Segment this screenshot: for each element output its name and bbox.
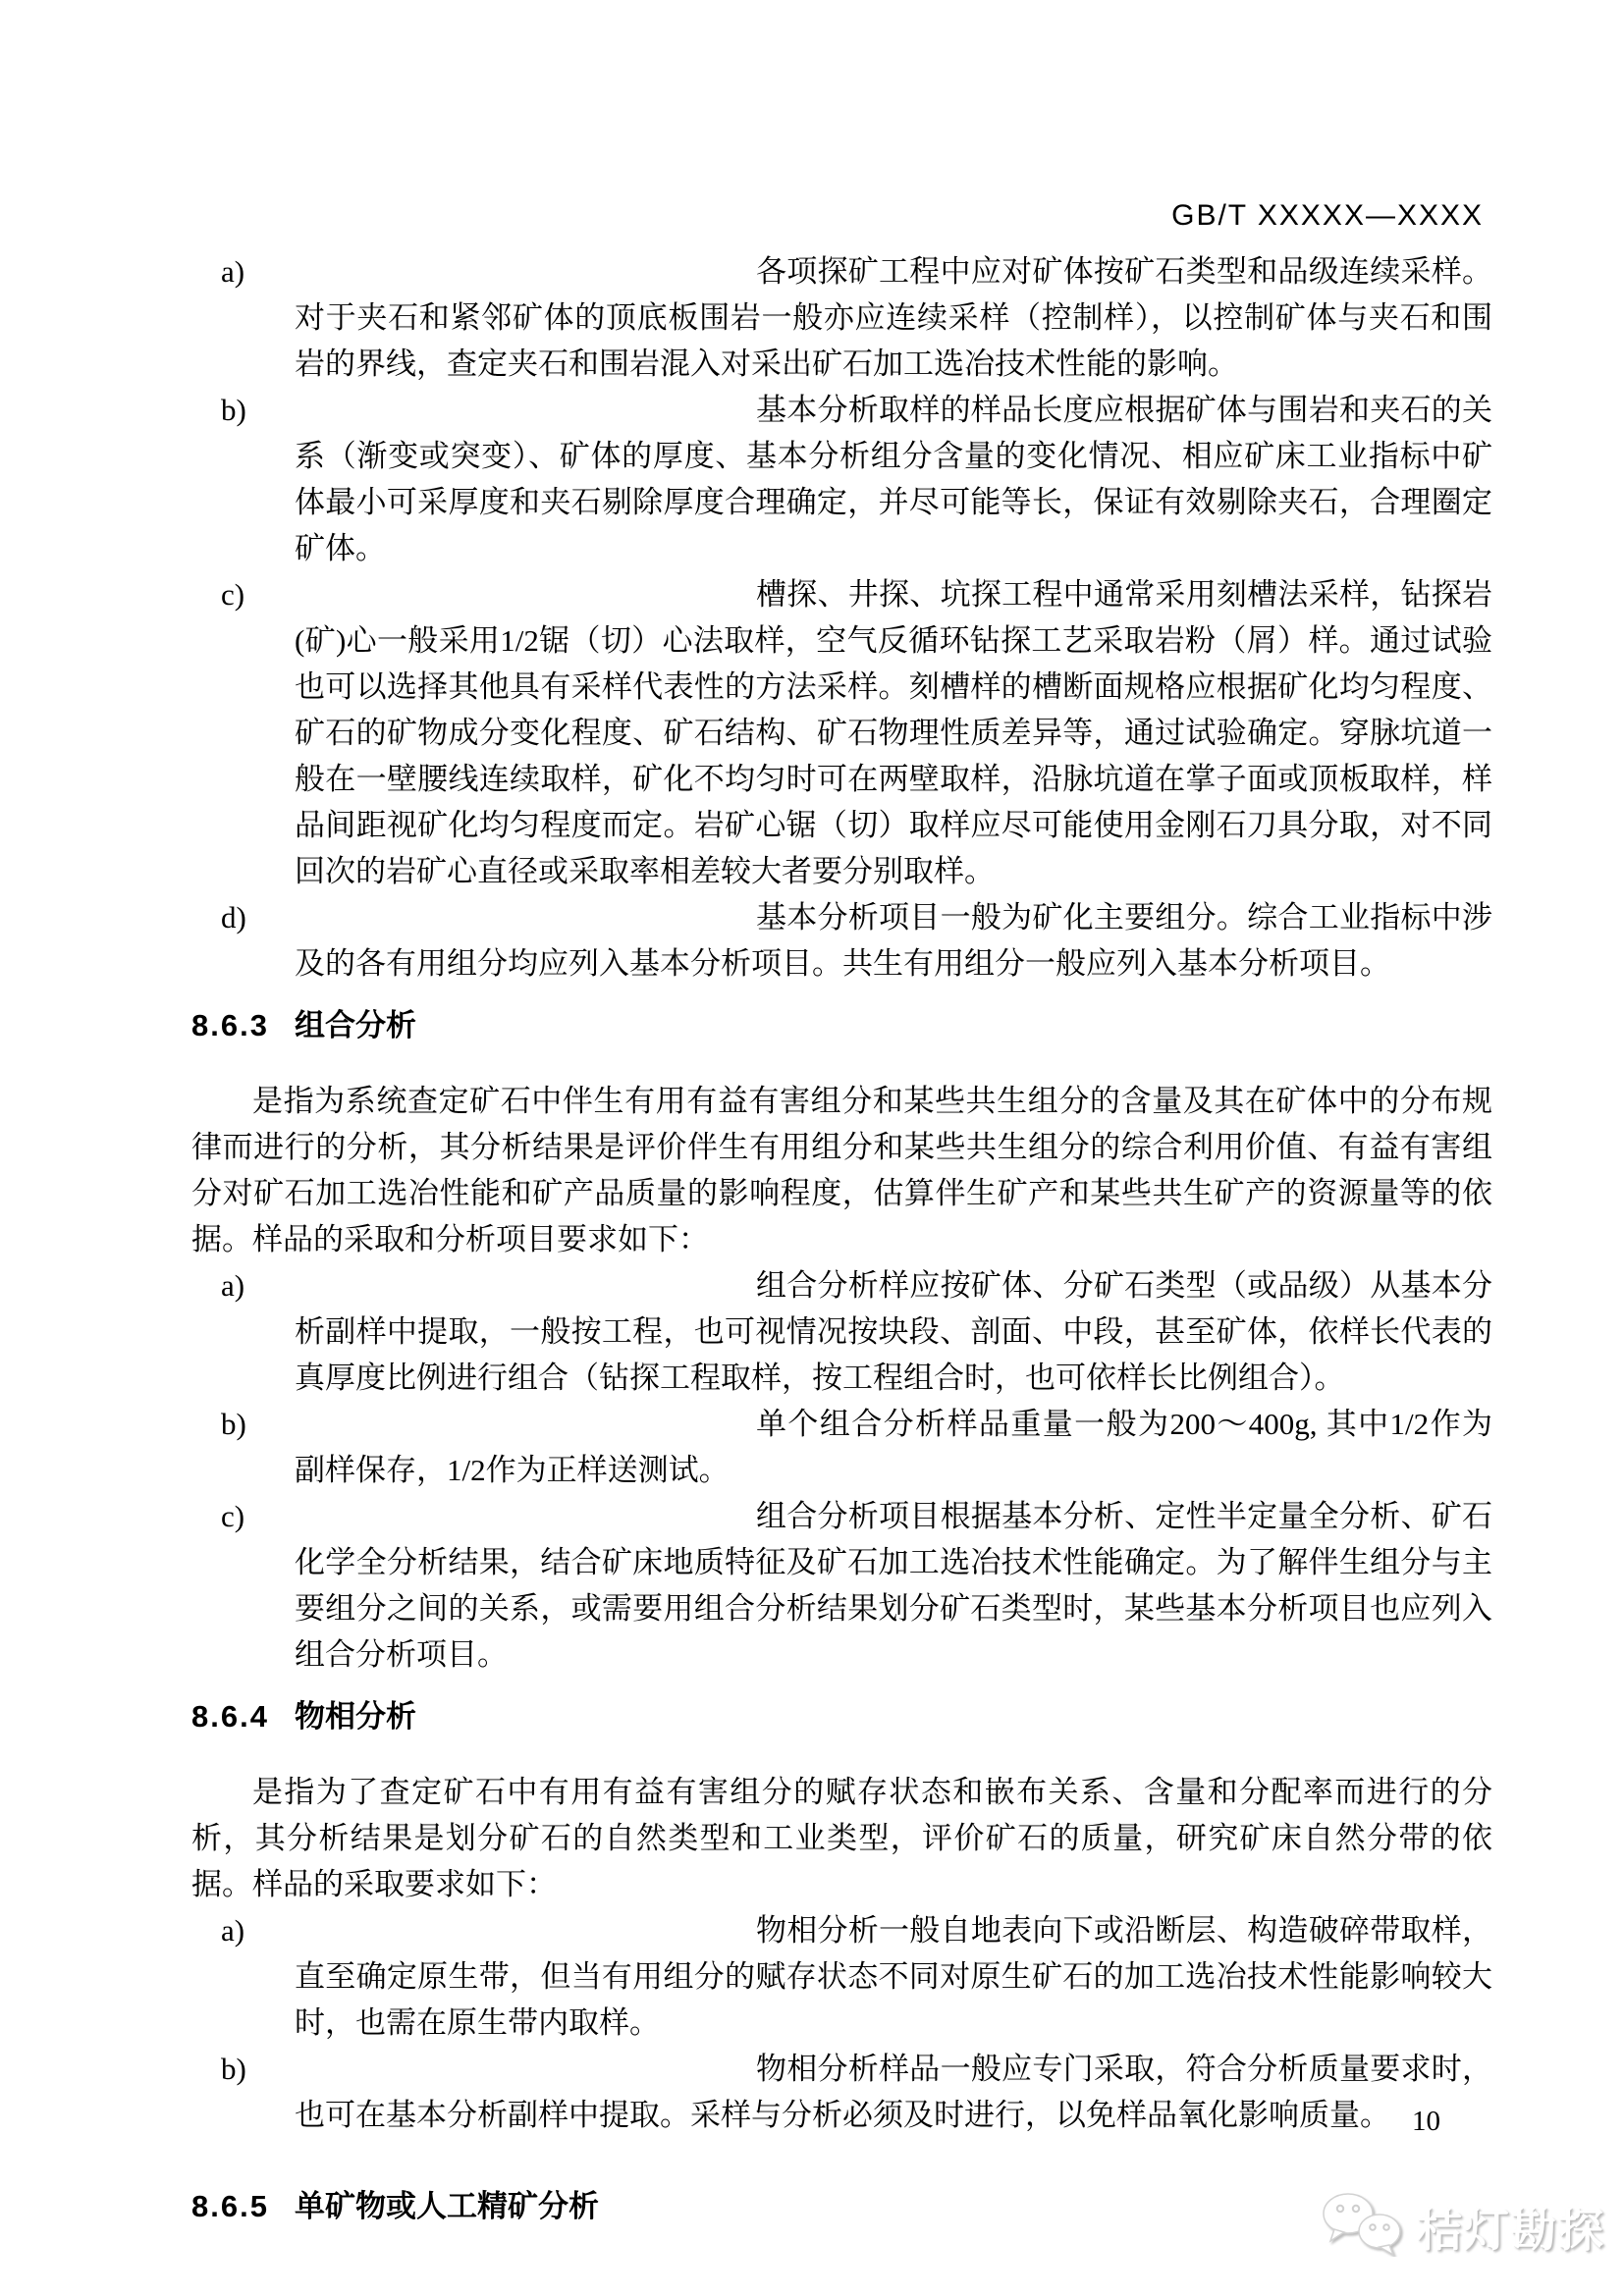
list-item-label: c) [221, 577, 245, 612]
list-item-text: 各项探矿工程中应对矿体按矿石类型和品级连续采样。对于夹石和紧邻矿体的顶底板围岩一般亦应连续采样（控制样），以控制矿体与夹石和围岩的界线，查定夹石和围岩混入对采出矿石加工选冶技术性能的影响。 [295, 254, 1492, 381]
list-item-text: 单个组合分析样品重量一般为200～400g, 其中1/2作为副样保存，1/2作为正样送测试。 [295, 1407, 1492, 1487]
list-item-text: 组合分析样应按矿体、分矿石类型（或品级）从基本分析副样中提取，一般按工程，也可视情况按块段、剖面、中段，甚至矿体，依样长代表的真厚度比例进行组合（钻探工程取样，按工程组合时，也可依样长比例组合）。 [295, 1268, 1492, 1395]
list-item-a [191, 248, 1492, 387]
list-item-text: 槽探、井探、坑探工程中通常采用刻槽法采样，钻探岩(矿)心一般采用1/2锯（切）心法取样，空气反循环钻探工艺采取岩粉（屑）样。通过试验也可以选择其他具有采样代表性的方法采样。刻槽样的槽断面规格应根据矿化均匀程度、矿石的矿物成分变化程度、矿石结构、矿石物理性质差异等，通过试验确定。穿脉坑道一般在一壁腰线连续取样，矿化不均匀时可在两壁取样，沿脉坑道在掌子面或顶板取样，样品间距视矿化均匀程度而定。岩矿心锯（切）取样应尽可能使用金刚石刀具分取，对不同回次的岩矿心直径或采取率相差较大者要分别取样。 [295, 577, 1492, 888]
section-heading-8-6-5 [191, 2183, 1492, 2229]
list-item-label: c) [221, 1499, 245, 1533]
list-item-text: 组合分析项目根据基本分析、定性半定量全分析、矿石化学全分析结果，结合矿床地质特征及矿石加工选冶技术性能确定。为了解伴生组分与主要组分之间的关系，或需要用组合分析结果划分矿石类型时，某些基本分析项目也应列入组合分析项目。 [295, 1499, 1492, 1672]
list-item-text: 基本分析项目一般为矿化主要组分。综合工业指标中涉及的各有用组分均应列入基本分析项目。共生有用组分一般应列入基本分析项目。 [295, 900, 1492, 981]
section-title: 单矿物或人工精矿分析 [294, 2189, 599, 2223]
section-heading-8-6-3 [191, 1002, 1492, 1048]
list-item-c [191, 571, 1492, 894]
list-item-text: 物相分析样品一般应专门采取，符合分析质量要求时，也可在基本分析副样中提取。采样与分析必须及时进行，以免样品氧化影响质量。 [295, 2052, 1492, 2132]
page-content [191, 248, 1492, 2259]
list-item-b [191, 1401, 1492, 1493]
doc-code-header: GB/T XXXXX—XXXX [1171, 199, 1484, 232]
list-item-label: b) [221, 393, 246, 427]
section-title: 物相分析 [294, 1699, 416, 1734]
list-item-text: 基本分析取样的样品长度应根据矿体与围岩和夹石的关系（渐变或突变）、矿体的厚度、基本分析组分含量的变化情况、相应矿床工业指标中矿体最小可采厚度和夹石剔除厚度合理确定，并尽可能等长，保证有效剔除夹石，合理圈定矿体。 [295, 393, 1492, 565]
page-number: 10 [1412, 2106, 1440, 2137]
section-number: 8.6.4 [191, 1699, 269, 1734]
list-item-label: a) [221, 1913, 245, 1948]
list-item-label: a) [221, 254, 245, 289]
list-item-label: b) [221, 2052, 246, 2086]
section-8-6-3-list [191, 1262, 1492, 1678]
section-title: 组合分析 [294, 1008, 416, 1042]
section-8-6-4-list [191, 1907, 1492, 2138]
list-item-a [191, 1262, 1492, 1401]
list-item-label: d) [221, 900, 246, 934]
section-intro-8-6-4: 是指为了查定矿石中有用有益有害组分的赋存状态和嵌布关系、含量和分配率而进行的分析，其分析结果是划分矿石的自然类型和工业类型，评价矿石的质量，研究矿床自然分带的依据。样品的采取要求如下： [191, 1775, 1492, 1901]
section-8-6-2-list [191, 248, 1492, 987]
watermark-text: 桔灯勘探 [1417, 2204, 1605, 2256]
list-item-c [191, 1493, 1492, 1678]
list-item-label: a) [221, 1268, 245, 1303]
watermark [1321, 2192, 1605, 2262]
section-number: 8.6.3 [191, 1008, 269, 1042]
list-item-label: b) [221, 1407, 246, 1441]
wechat-icon [1321, 2192, 1411, 2262]
section-number: 8.6.5 [191, 2189, 269, 2223]
section-heading-8-6-4 [191, 1693, 1492, 1739]
list-item-b [191, 387, 1492, 571]
list-item-d [191, 894, 1492, 987]
list-item-text: 物相分析一般自地表向下或沿断层、构造破碎带取样，直至确定原生带，但当有用组分的赋存状态不同对原生矿石的加工选冶技术性能影响较大时，也需在原生带内取样。 [295, 1913, 1492, 2040]
section-intro-8-6-3: 是指为系统查定矿石中伴生有用有益有害组分和某些共生组分的含量及其在矿体中的分布规律而进行的分析，其分析结果是评价伴生有用组分和某些共生组分的综合利用价值、有益有害组分对矿石加工选冶性能和矿产品质量的影响程度，估算伴生矿产和某些共生矿产的资源量等的依据。样品的采取和分析项目要求如下： [191, 1084, 1492, 1256]
list-item-b [191, 2046, 1492, 2138]
list-item-a [191, 1907, 1492, 2046]
